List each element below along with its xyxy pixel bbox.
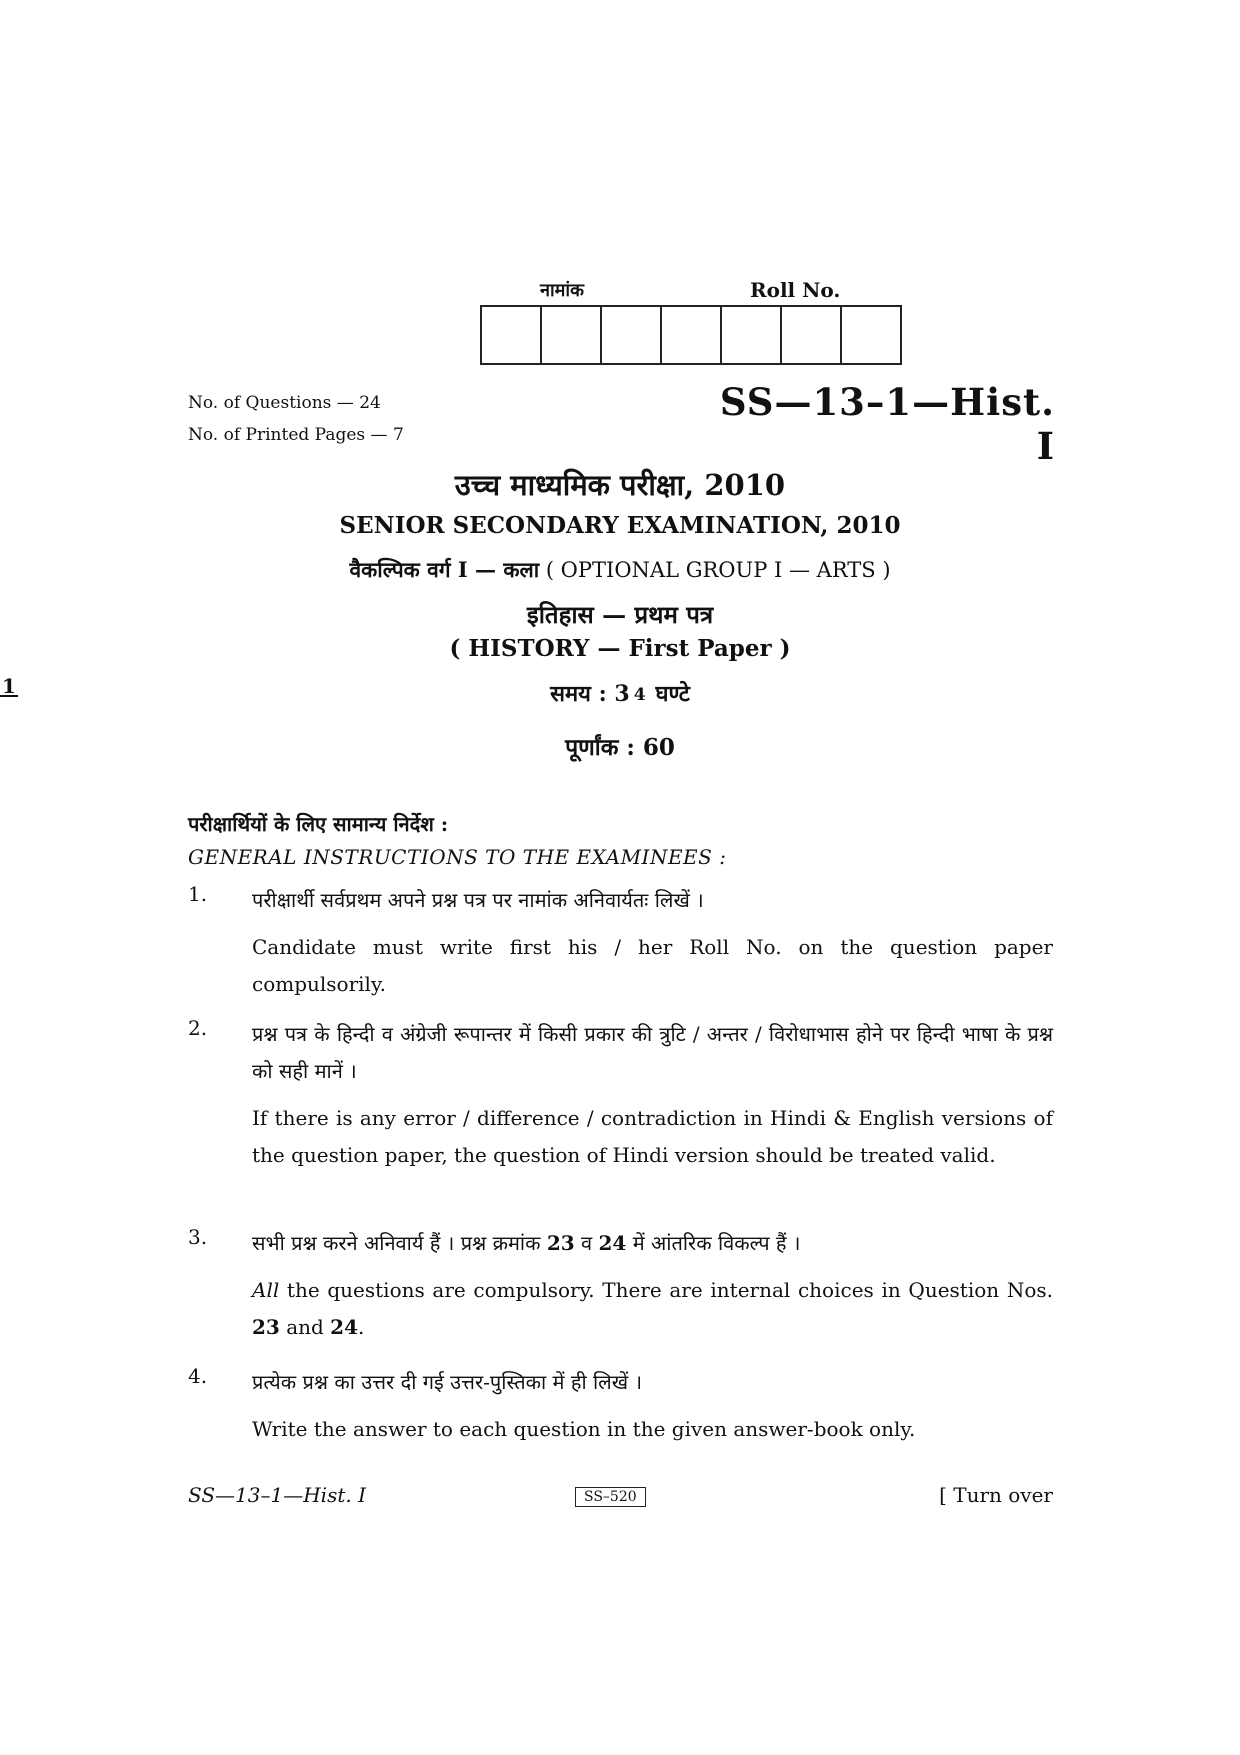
paper-code: SS—13–1—Hist. I [719, 380, 1055, 468]
optional-group [0, 556, 1240, 584]
subject-hindi: इतिहास — प्रथम पत्र [526, 600, 714, 629]
question-number: 23 [546, 1231, 575, 1255]
instruction-number: 2. [188, 1016, 208, 1040]
roll-number-labels [480, 278, 910, 302]
group-english: ( OPTIONAL GROUP I — ARTS ) [539, 558, 891, 582]
time-allowed [0, 674, 1240, 708]
roll-box[interactable] [542, 307, 602, 363]
instruction-text [252, 1364, 1053, 1448]
instruction-text [252, 1225, 1053, 1346]
footer-paper-code: SS—13–1—Hist. I [188, 1483, 366, 1507]
question-number: 24 [598, 1231, 627, 1255]
instruction-text [252, 1016, 1053, 1174]
fraction-numerator: 1 [2, 674, 16, 698]
roll-box[interactable] [782, 307, 842, 363]
roll-box[interactable] [482, 307, 542, 363]
roll-box[interactable] [842, 307, 900, 363]
time-label: समय : 3 [550, 681, 630, 707]
roll-box[interactable] [662, 307, 722, 363]
roll-label-english: Roll No. [750, 278, 841, 302]
roll-label-hindi: नामांक [540, 280, 584, 301]
footer-series-box: SS–520 [575, 1487, 646, 1507]
instruction-hindi: परीक्षार्थी सर्वप्रथम अपने प्रश्न पत्र पर नामांक अनिवार्यतः लिखें । [252, 888, 704, 912]
instruction-english: Candidate must write first his / her Roll No. on the question paper compulsorily. [252, 935, 1053, 996]
exam-title-english: SENIOR SECONDARY EXAMINATION, 2010 [339, 512, 901, 539]
text-run: में आंतरिक विकल्प हैं । [626, 1231, 801, 1255]
instruction-number: 1. [188, 882, 208, 906]
question-number: 24 [330, 1315, 359, 1339]
text-run: and [279, 1315, 331, 1339]
text-run: the questions are compulsory. There are internal choices in Question Nos. [279, 1278, 1053, 1302]
instruction-number: 3. [188, 1225, 208, 1249]
text-run: व [574, 1231, 599, 1255]
instruction-hindi: प्रत्येक प्रश्न का उत्तर दी गई उत्तर-पुस्तिका में ही लिखें । [252, 1370, 643, 1394]
fraction-denominator: 4 [633, 684, 646, 705]
time-unit: घण्टे [655, 681, 690, 707]
group-hindi: वैकल्पिक वर्ग I — कला [349, 557, 540, 582]
text-run: सभी प्रश्न करने अनिवार्य हैं । प्रश्न क्रमांक [252, 1231, 547, 1255]
instructions-heading-hindi: परीक्षार्थियों के लिए सामान्य निर्देश : [188, 812, 449, 836]
text-run: . [358, 1315, 365, 1339]
subject-english: ( HISTORY — First Paper ) [449, 635, 791, 662]
instructions-heading-english: GENERAL INSTRUCTIONS TO THE EXAMINEES : [188, 845, 727, 869]
instruction-number: 4. [188, 1364, 208, 1388]
roll-number-boxes [480, 305, 902, 365]
turn-over-note: [ Turn over [939, 1483, 1053, 1507]
question-number: 23 [252, 1315, 280, 1339]
text-run: All [252, 1278, 280, 1302]
roll-box[interactable] [602, 307, 662, 363]
instruction-text [252, 882, 1053, 1003]
instruction-english: Write the answer to each question in the given answer-book only. [252, 1417, 916, 1441]
instruction-english [252, 1272, 1053, 1346]
roll-box[interactable] [722, 307, 782, 363]
instruction-english: If there is any error / difference / contradiction in Hindi & English versions of the question paper, the question of Hindi version should be treated valid. [252, 1106, 1053, 1167]
instruction-hindi: प्रश्न पत्र के हिन्दी व अंग्रेजी रूपान्तर में किसी प्रकार की त्रुटि / अन्तर / विरोधाभास होने पर हिन्दी भाषा के प्रश्न को सही मानें । [252, 1022, 1053, 1083]
number-of-questions: No. of Questions — 24 [188, 393, 381, 413]
maximum-marks: पूर्णांक : 60 [565, 734, 675, 761]
number-of-pages: No. of Printed Pages — 7 [188, 425, 404, 445]
exam-title-hindi: उच्च माध्यमिक परीक्षा, 2010 [454, 468, 786, 502]
instruction-hindi [252, 1225, 1053, 1262]
